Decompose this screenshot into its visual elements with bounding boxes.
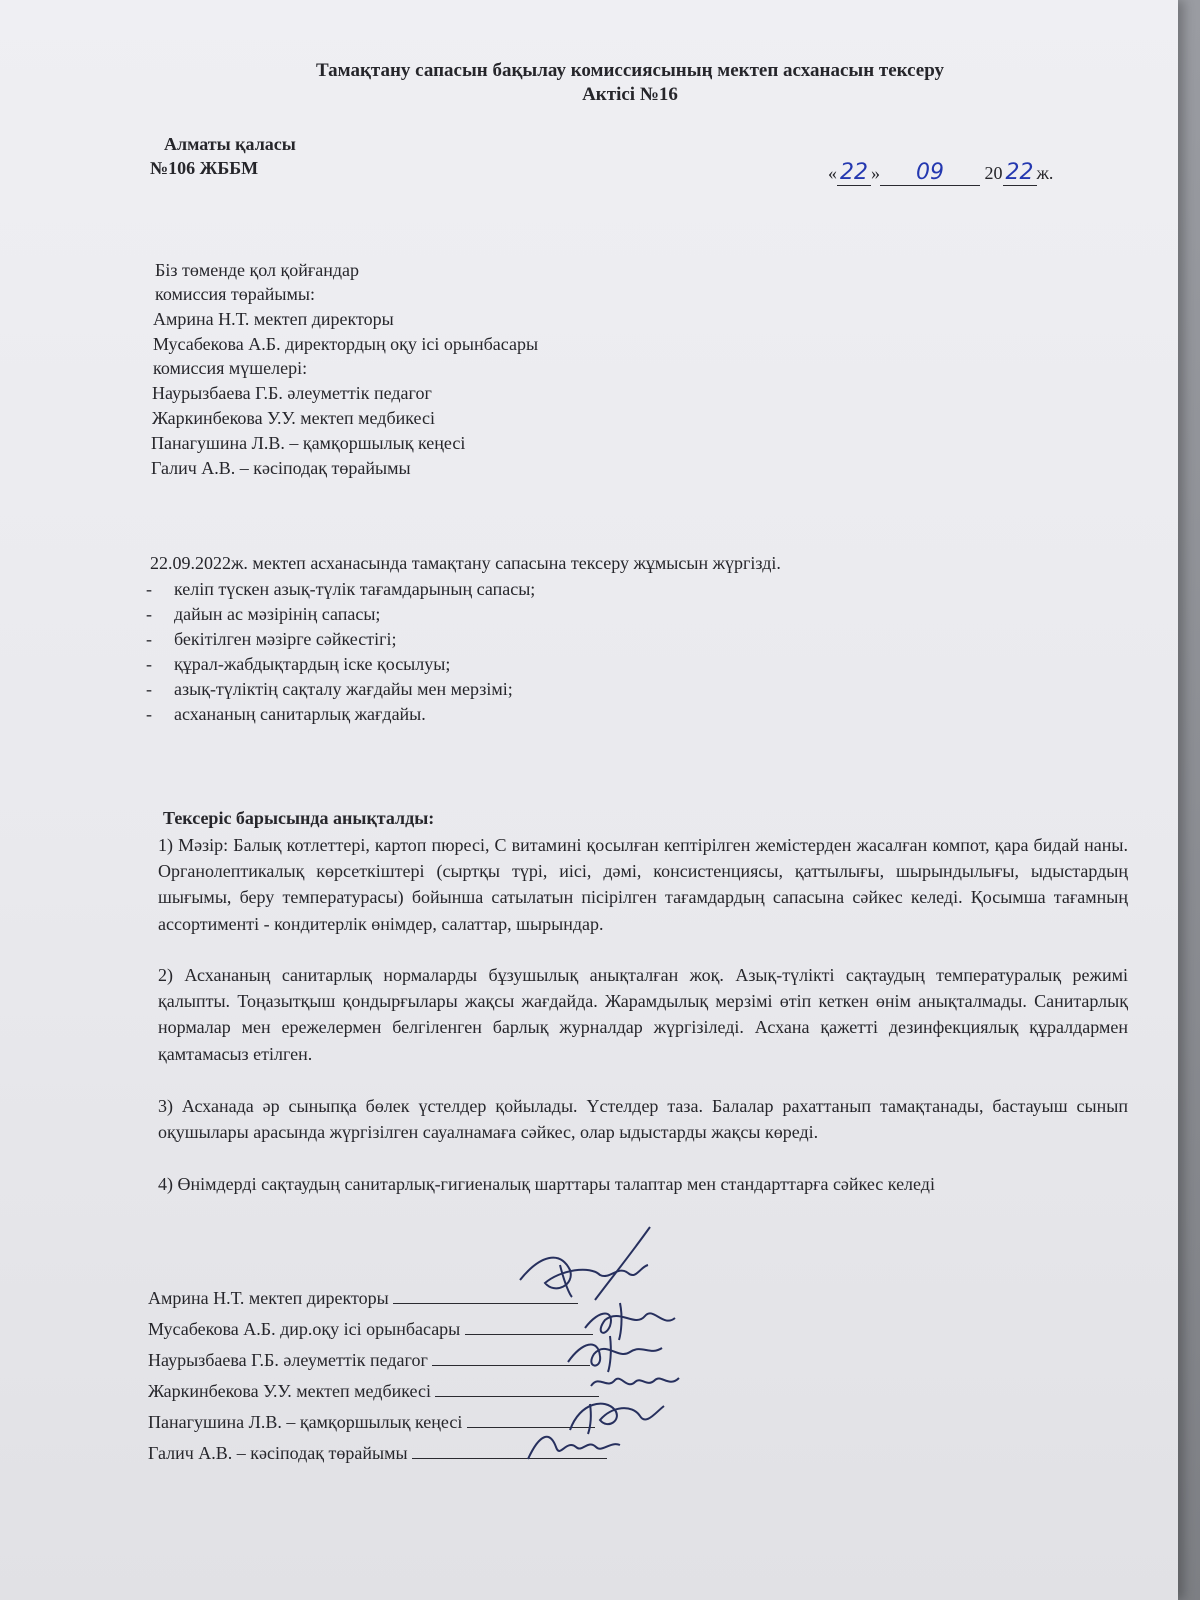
finding-paragraph-2: 2) Асхананың санитарлық нормаларды бұзушылық анықталған жоқ. Азық-түлікті сақтаудың температуралық режимі қалыпты. Тоңазытқыш қондырғылары жақсы жағдайда. Жарамдылық мерзімі өтіп кеткен өнім анықталмады. Санитарлық нормалар мен ережелермен белгіленген барлық журналдар жүргізіледі. Асхана қажетті дезинфекциялық құралдармен қамтамасыз етілген. <box>158 965 1128 1064</box>
inspection-intro: 22.09.2022ж. мектеп асханасында тамақтану сапасына тексеру жұмысын жүргізді. <box>150 553 781 573</box>
list-item: - келіп түскен азық-түлік тағамдарының сапасы; <box>146 579 536 599</box>
signature-line: Галич А.В. – кәсіподақ төрайымы <box>148 1440 607 1464</box>
signature-line: Жаркинбекова У.У. мектеп медбикесі <box>148 1378 599 1402</box>
finding-paragraph-3: 3) Асханада әр сыныпқа бөлек үстелдер қойылады. Үстелдер таза. Балалар рахаттанып тамақтанады, бастауыш сынып оқушылары арасында жүргізілген сауалнамаға сәйкес, олар ыдыстарды жақсы көреді. <box>158 1096 1128 1143</box>
chair-label: комиссия төрайымы: <box>155 284 315 304</box>
signature-line: Амрина Н.Т. мектеп директоры <box>148 1285 578 1309</box>
members-label: комиссия мүшелері: <box>153 358 308 378</box>
signatory-line: Жаркинбекова У.У. мектеп медбикесі <box>152 408 435 428</box>
school-name: №106 ЖББМ <box>150 158 259 178</box>
signatory-line: Панагушина Л.В. – қамқоршылық кеңесі <box>151 433 466 453</box>
signatory-line: Мусабекова А.Б. директордың оқу ісі орынбасары <box>153 334 539 354</box>
signatories-intro: Біз төменде қол қойғандар <box>155 260 359 280</box>
finding-paragraph-4: 4) Өнімдерді сақтаудың санитарлық-гигиеналық шарттары талаптар мен стандарттарға сәйкес келеді <box>158 1174 935 1194</box>
signature-amrina <box>500 1225 660 1305</box>
document-date <box>828 160 1053 186</box>
date-day: 22 <box>840 160 868 185</box>
signatory-line: Галич А.В. – кәсіподақ төрайымы <box>151 458 411 478</box>
date-month: 09 <box>916 160 944 185</box>
list-item: - құрал-жабдықтардың іске қосылуы; <box>146 654 451 674</box>
date-year-prefix: 20 <box>984 163 1003 183</box>
signature-line: Панагушина Л.В. – қамқоршылық кеңесі <box>148 1409 595 1433</box>
signature-galich <box>520 1425 630 1465</box>
list-item: - дайын ас мәзірінің сапасы; <box>146 604 381 624</box>
finding-paragraph-1: 1) Мәзір: Балық котлеттері, картоп пюресі, С витамині қосылған кептірілген жемістерден жасалған компот, қара бидай наны. Органолептикалық көрсеткіштері (сыртқы түрі, иісі, дәмі, консистенциясы, қаттылығы, шырындылығы, ыдыстардың шығымы, беру температурасы) бойынша сатылатын пісірілген тағамдардың сапасына сәйкес келеді. Қосымша тағамның ассортименті - кондитерлік өнімдер, салаттар, шырындар. <box>158 835 1128 934</box>
date-year-suffix: 22 <box>1005 160 1034 185</box>
signatory-line: Амрина Н.Т. мектеп директоры <box>153 309 394 329</box>
signature-line: Мусабекова А.Б. дир.оқу ісі орынбасары <box>148 1316 593 1340</box>
city: Алматы қаласы <box>164 134 296 154</box>
date-close-quote: » <box>871 163 880 183</box>
signatory-line: Наурызбаева Г.Б. әлеуметтік педагог <box>152 383 432 403</box>
signature-line: Наурызбаева Г.Б. әлеуметтік педагог <box>148 1347 590 1371</box>
date-tail: ж. <box>1036 163 1054 183</box>
findings-heading: Тексеріс барысында анықталды: <box>163 808 435 828</box>
list-item: - азық-түліктің сақталу жағдайы мен мерзімі; <box>146 679 513 699</box>
list-item: - асхананың санитарлық жағдайы. <box>146 704 426 724</box>
list-item: - бекітілген мәзірге сәйкестігі; <box>146 629 397 649</box>
act-number: Актісі №16 <box>582 84 678 105</box>
document-title: Тамақтану сапасын бақылау комиссиясының мектеп асханасын тексеру <box>315 60 945 81</box>
date-open-quote: « <box>828 163 837 183</box>
